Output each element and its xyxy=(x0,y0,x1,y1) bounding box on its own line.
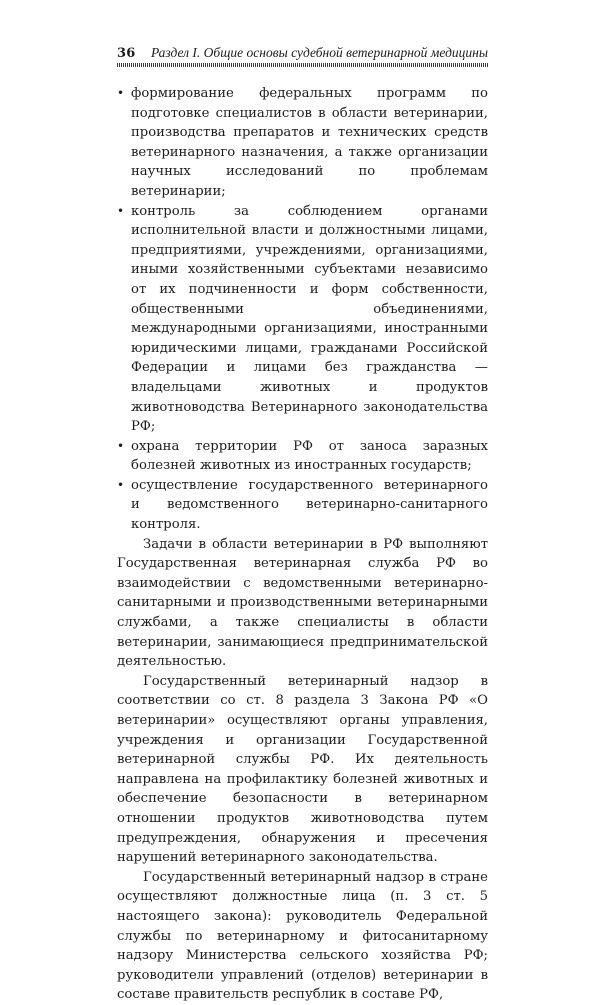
page-header xyxy=(117,45,488,63)
bullet-list xyxy=(117,84,488,535)
bullet-icon: • xyxy=(117,438,125,453)
running-head: Раздел I. Общие основы судебной ветеринарной медицины xyxy=(150,45,488,60)
paragraph-supervision: Государственный ветеринарный надзор в соответствии со ст. 8 раздела 3 Закона РФ «О ветеринарии» осуществляют органы управления, учреждения и организации Государственной ветеринарной службы РФ. Их деятельность направлена на профилактику болезней животных и обеспечение безопасности в ветеринарном отношении продуктов животноводства путем предупреждения, обнаружения и пресечения нарушений ветеринарного законодательства. xyxy=(117,673,488,866)
paragraph-officials: Государственный ветеринарный надзор в стране осуществляют должностные лица (п. 3 ст. 5 настоящего закона): руководитель Федеральной службы по ветеринарному и фитосанитарному надзору Министерства сельского хозяйства РФ; руководители управлений (отделов) ветеринарии в составе правительств республик в составе РФ, xyxy=(117,869,488,1003)
page-number: 36 xyxy=(117,46,136,61)
bullet-item xyxy=(117,202,488,437)
bullet-item xyxy=(117,476,488,535)
paragraph-tasks: Задачи в области ветеринарии в РФ выполняют Государственная ветеринарная служба РФ во взаимодействии с ведомственными ветеринарно-санитарными и производственными ветеринарными службами, а также специалисты в области ветеринарии, занимающиеся предпринимательской деятельностью. xyxy=(117,536,488,670)
bullet-icon: • xyxy=(117,477,125,492)
page-content xyxy=(117,84,488,1005)
bullet-text: охрана территории РФ от заноса заразных болезней животных из иностранных государств; xyxy=(131,438,488,474)
bullet-icon: • xyxy=(117,86,125,100)
bullet-text: формирование федеральных программ по подготовке специалистов в области ветеринарии, производства препаратов и технических средств ветеринарного назначения, а также организации научных исследований по проблемам ветеринарии; xyxy=(131,86,488,199)
bullet-text: контроль за соблюдением органами исполнительной власти и должностными лицами, предприятиями, учреждениями, организациями, иными хозяйственными субъектами независимо от их подчиненности и форм собственности, общественными объединениями, международными организациями, иностранными юридическими лицами, гражданами Российской Федерации и лицами без гражданства — владельцами животных и продуктов животноводства Ветеринарного законодательства РФ; xyxy=(131,203,488,435)
header-rule xyxy=(117,63,488,67)
bullet-icon: • xyxy=(117,203,125,218)
bullet-item xyxy=(117,437,488,476)
bullet-item xyxy=(117,84,488,202)
bullet-text: осуществление государственного ветеринарного и ведомственного ветеринарно-санитарного контроля. xyxy=(131,477,488,533)
